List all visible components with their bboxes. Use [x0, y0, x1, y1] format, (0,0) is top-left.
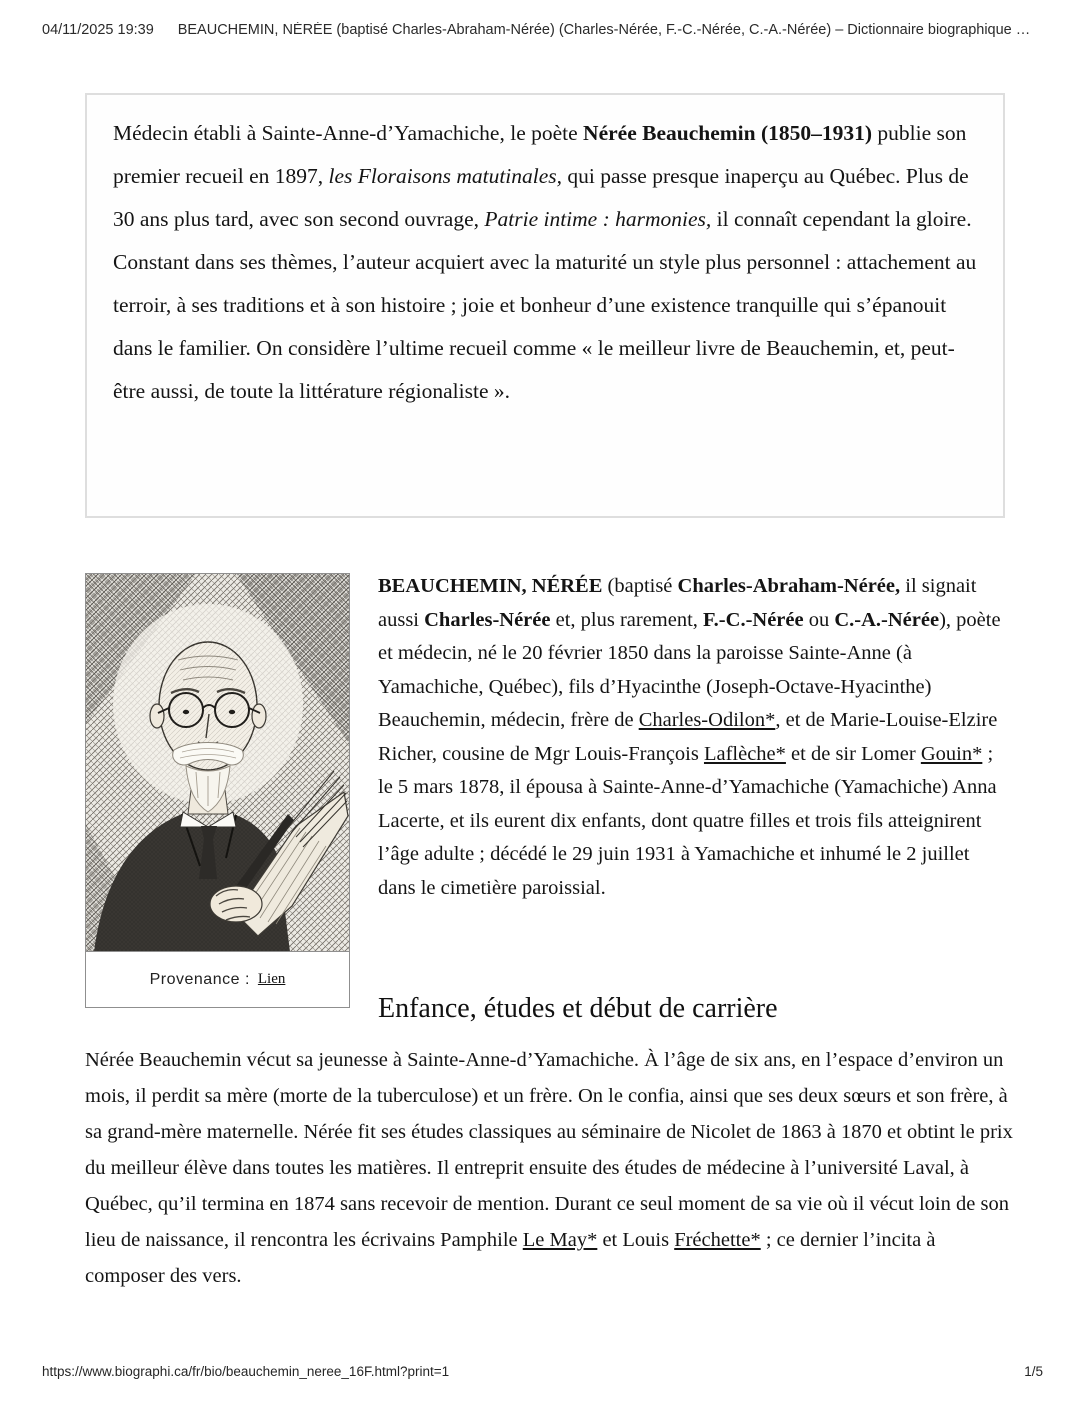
- inline-link[interactable]: Fréchette*: [674, 1229, 761, 1251]
- text-run: il connaît cependant la gloire. Constant dans ses thèmes, l’auteur acquiert avec la maturité un style plus personnel : attachement au terroir, à ses traditions et à son histoire ; joie et bonheur d’une existence tranquille qui s’épanouit dans le familier. On considère l’ultime recueil comme « le meilleur livre de Beauchemin, et, peut-être aussi, de toute la littérature régionaliste ».: [113, 207, 977, 403]
- text-run: et de sir Lomer: [785, 742, 921, 765]
- document-title: BEAUCHEMIN, NÉRÉE (baptisé Charles-Abraham-Nérée) (Charles-Nérée, F.-C.-Nérée, C.-A.-Nérée) – Dictionnaire biographique …: [177, 22, 1031, 38]
- text-run: il signait aussi: [378, 575, 977, 631]
- text-run: F.-C.-Nérée: [703, 608, 804, 631]
- text-run: les Floraisons matutinales,: [328, 164, 563, 188]
- print-datetime: 04/11/2025 19:39: [42, 22, 154, 38]
- text-run: qui passe presque inaperçu au Québec. Plus de 30 ans plus tard, avec son second ouvrage,: [113, 164, 969, 231]
- page-indicator: 1/5: [1024, 1364, 1043, 1379]
- text-run: ; ce dernier l’incita à composer des vers.: [85, 1229, 936, 1287]
- provenance-label: Provenance :: [149, 970, 250, 988]
- portrait-image: [86, 574, 349, 952]
- text-run: ; le 5 mars 1878, il épousa à Sainte-Anne-d’Yamachiche (Yamachiche) Anna Lacerte, et ils eurent dix enfants, dont quatre filles et trois fils atteignirent l’âge adulte ; décédé le 29 juin 1931 à Yamachiche et inhumé le 2 juillet dans le cimetière paroissial.: [378, 742, 997, 899]
- inline-link[interactable]: Le May*: [522, 1229, 598, 1251]
- print-footer: [0, 1364, 1088, 1384]
- text-run: Patrie intime : harmonies,: [484, 207, 712, 231]
- section-heading: Enfance, études et début de carrière: [378, 993, 778, 1024]
- bio-text: [378, 575, 1001, 899]
- text-run: (baptisé: [602, 575, 678, 597]
- text-run: Nérée Beauchemin (1850–1931): [583, 121, 873, 145]
- text-run: , et de Marie-Louise-Elzire Richer, cousine de Mgr Louis-François: [378, 709, 998, 765]
- text-run: C.-A.-Nérée: [834, 608, 940, 631]
- text-run: BEAUCHEMIN, NÉRÉE: [378, 575, 603, 597]
- text-run: Médecin établi à Sainte-Anne-d’Yamachiche, le poète: [113, 121, 584, 145]
- inline-link[interactable]: Laflèche*: [703, 742, 786, 765]
- print-header: [0, 22, 1088, 44]
- body-paragraph: [85, 1042, 1013, 1294]
- text-run: Charles-Abraham-Nérée,: [677, 575, 901, 597]
- summary-text: [113, 121, 976, 403]
- text-run: Charles-Nérée: [424, 608, 551, 631]
- body-text: [85, 1049, 1013, 1287]
- text-run: ou: [803, 608, 835, 631]
- portrait-figure: [85, 573, 350, 1008]
- figure-caption: [86, 951, 349, 1007]
- text-run: et Louis: [597, 1229, 675, 1251]
- text-run: ), poète et médecin, né le 20 février 1850 dans la paroisse Sainte-Anne (à Yamachiche, Québec), fils d’Hyacinthe (Joseph-Octave-Hyacinthe) Beauchemin, médecin, frère de: [378, 608, 1001, 731]
- source-url: https://www.biographi.ca/fr/bio/beauchemin_neree_16F.html?print=1: [42, 1364, 450, 1379]
- provenance-link[interactable]: Lien: [257, 971, 286, 987]
- text-run: et, plus rarement,: [550, 608, 704, 631]
- inline-link[interactable]: Gouin*: [920, 742, 983, 765]
- text-run: Nérée Beauchemin vécut sa jeunesse à Sainte-Anne-d’Yamachiche. À l’âge de six ans, en l’espace d’environ un mois, il perdit sa mère (morte de la tuberculose) et un frère. On le confia, ainsi que ses deux sœurs et son frère, à sa grand-mère maternelle. Nérée fit ses études classiques au séminaire de Nicolet de 1863 à 1870 et obtint le prix du meilleur élève dans toutes les matières. Il entreprit ensuite des études de médecine à l’université Laval, à Québec, qu’il termina en 1874 sans recevoir de mention. Durant ce seul moment de sa vie où il vécut loin de son lieu de naissance, il rencontra les écrivains Pamphile: [85, 1049, 1013, 1251]
- bio-paragraph: [378, 570, 1011, 905]
- text-run: publie son premier recueil en 1897,: [113, 121, 967, 188]
- summary-box: [85, 93, 1005, 518]
- inline-link[interactable]: Charles-Odilon*: [638, 709, 776, 731]
